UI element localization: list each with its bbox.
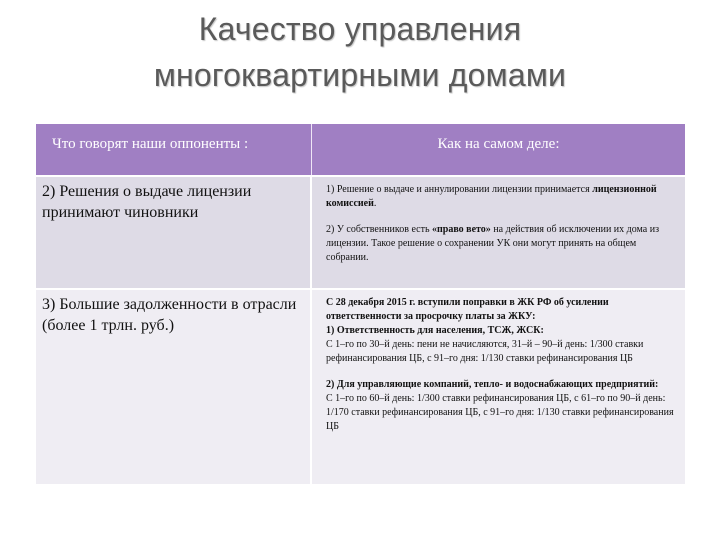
reply-heading: С 28 декабря 2015 г. вступили поправки в ЖК РФ об усилении ответственности за просрочку платы за ЖКУ: [326, 297, 609, 322]
reply-paragraph: С 1–го по 30–й день: пени не начисляются, 31–й – 90–й день: 1/300 ставки рефинансирования ЦБ, с 91–го дня: 1/130 ставки рефинансирования ЦБ [326, 339, 644, 364]
reply-paragraph: С 1–го по 60–й день: 1/300 ставки рефинансирования ЦБ, с 61–го по 90–й день: 1/170 ставки рефинансирования ЦБ, с 91–го дня: 1/130 ставки рефинансирования ЦБ [326, 393, 674, 432]
header-reality: Как на самом деле: [437, 136, 560, 152]
table-header [36, 124, 685, 175]
reply-cell [312, 290, 685, 484]
claim-cell: 3) Большие задолженности в отрасли (более 1 трлн. руб.) [36, 290, 312, 484]
title-line-1: Качество управления [198, 11, 522, 47]
reply-subheading: 1) Ответственность для населения, ТСЖ, ЖСК: [326, 325, 544, 336]
reply-cell [312, 177, 685, 288]
reply-paragraph: 1) Решение о выдаче и аннулировании лицензии принимается лицензионной комиссией. [326, 184, 657, 209]
reply-paragraph: 2) У собственников есть «право вето» на действия об исключении их дома из лицензии. Такое решение о сохранении УК они могут принять на общем собрании. [326, 224, 660, 263]
reply-subheading: 2) Для управляющие компаний, тепло- и водоснабжающих предприятий: [326, 379, 659, 390]
claim-cell: 2) Решения о выдаче лицензии принимают чиновники [36, 177, 312, 288]
title-line-2: многоквартирными домами [153, 57, 567, 93]
slide-title [0, 6, 720, 98]
header-opponents: Что говорят наши оппоненты : [36, 124, 312, 175]
table-row [36, 175, 685, 288]
table-row [36, 288, 685, 484]
comparison-table [36, 124, 685, 484]
